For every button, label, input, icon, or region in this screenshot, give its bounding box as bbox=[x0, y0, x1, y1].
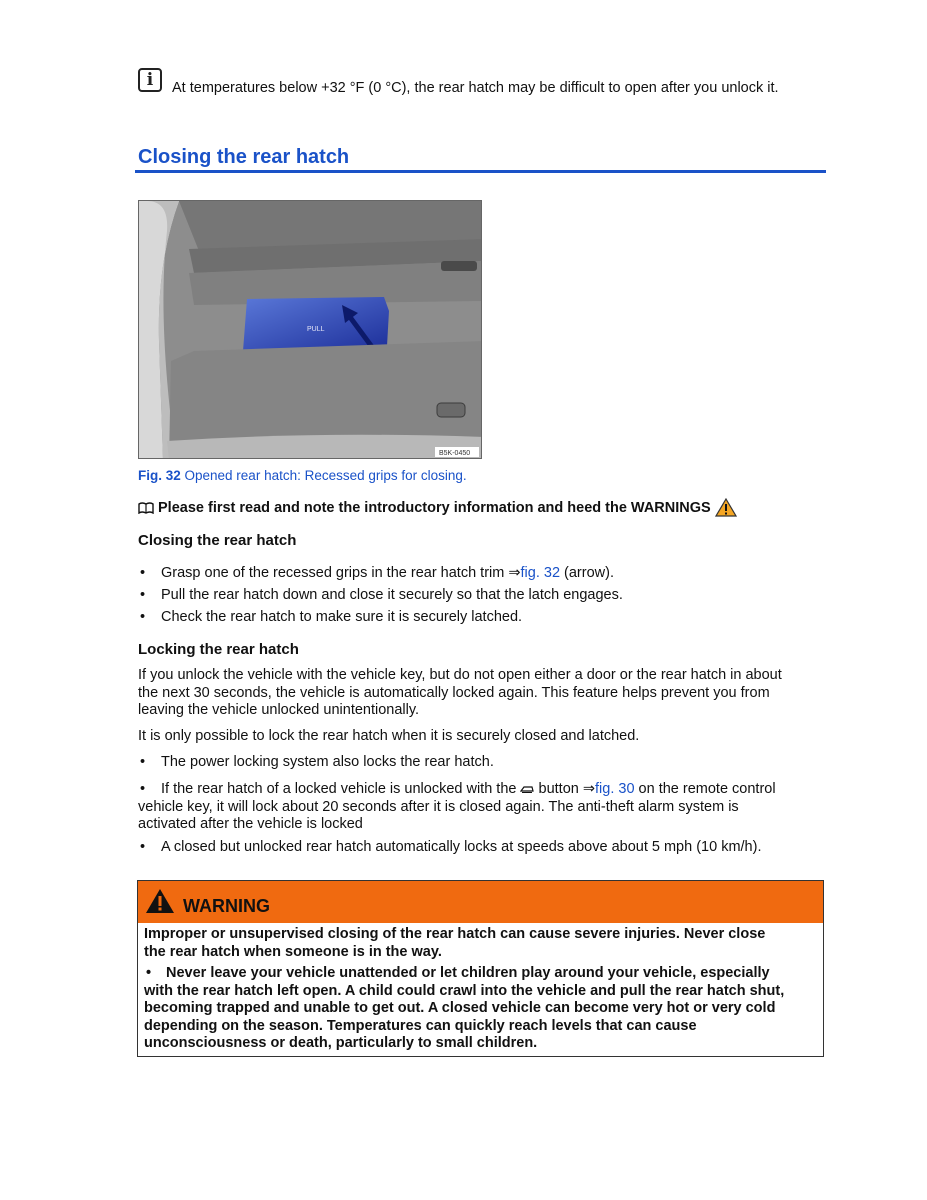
grip-pull-label: PULL bbox=[307, 326, 325, 333]
warning-line: depending on the season. Temperatures can quickly reach levels that can cause bbox=[144, 1017, 697, 1034]
intro-line bbox=[138, 498, 737, 517]
bullet-text: Check the rear hatch to make sure it is securely latched. bbox=[161, 609, 523, 625]
para-line: vehicle key, it will lock about 20 seconds after it is closed again. The anti-theft alarm system is bbox=[138, 798, 739, 815]
bullet-text: Pull the rear hatch down and close it securely so that the latch engages. bbox=[161, 587, 623, 603]
bullet-text: Grasp one of the recessed grips in the rear hatch trim ⇒ bbox=[161, 565, 521, 581]
bullet-text-mid: button ⇒ bbox=[534, 781, 596, 797]
bullet-text: The power locking system also locks the rear hatch. bbox=[161, 754, 494, 770]
para-line: If you unlock the vehicle with the vehicle key, but do not open either a door or the rear hatch in about bbox=[138, 667, 782, 683]
para-line: activated after the vehicle is locked bbox=[138, 816, 363, 832]
warning-paragraph-2: • Never leave your vehicle unattended or let children play around your vehicle, especially with the rear hatch left open. A child could crawl into the vehicle and pull the rear hatch shut, becoming trapped and unable to get out. A closed vehicle can become very hot or very cold depending on the season. Temperatures can quickly reach levels that can cause unconsciousness or death, particularly to small children. bbox=[144, 965, 816, 1053]
warning-paragraph-1 bbox=[144, 926, 816, 961]
info-note-text: At temperatures below +32 °F (0 °C), the rear hatch may be difficult to open after you unlock it. bbox=[172, 80, 779, 96]
warning-line: Never leave your vehicle unattended or let children play around your vehicle, especially bbox=[166, 965, 770, 981]
figure-rear-hatch-image bbox=[138, 200, 482, 459]
bullet-text: A closed but unlocked rear hatch automatically locks at speeds above about 5 mph (10 km/h). bbox=[161, 839, 762, 855]
section-divider bbox=[135, 170, 826, 173]
intro-text: Please first read and note the introductory information and heed the WARNINGS bbox=[158, 499, 711, 516]
warning-label: WARNING bbox=[183, 896, 270, 916]
warning-box bbox=[137, 880, 824, 1057]
warning-line: unconsciousness or death, particularly to small children. bbox=[144, 1035, 538, 1051]
warning-triangle-icon[interactable] bbox=[715, 498, 737, 517]
info-note bbox=[138, 68, 838, 98]
bullet-text-end: (arrow). bbox=[560, 565, 614, 581]
figure-caption-text: Opened rear hatch: Recessed grips for closing. bbox=[180, 468, 467, 483]
para-line: leaving the vehicle unlocked unintentionally. bbox=[138, 702, 420, 718]
figure-caption-number: Fig. 32 bbox=[138, 468, 181, 483]
warning-line: with the rear hatch left open. A child could crawl into the vehicle and pull the rear hatch shut, bbox=[144, 982, 785, 999]
rear-hatch-key-icon bbox=[520, 784, 534, 794]
warning-line: Improper or unsupervised closing of the rear hatch can cause severe injuries. Never close bbox=[144, 926, 766, 942]
locking-paragraph-1 bbox=[138, 667, 818, 720]
fig-32-link[interactable]: fig. 32 bbox=[520, 565, 561, 581]
locking-paragraph-2: It is only possible to lock the rear hatch when it is securely closed and latched. bbox=[138, 728, 640, 744]
figure-caption bbox=[138, 468, 467, 483]
para-line: the next 30 seconds, the vehicle is automatically locked again. This feature helps prevent you from bbox=[138, 684, 770, 701]
warning-line: becoming trapped and unable to get out. A closed vehicle can become very hot or very cold bbox=[144, 1000, 776, 1016]
warning-triangle-icon bbox=[145, 888, 175, 914]
warning-header bbox=[138, 881, 823, 923]
bullet-text-end: on the remote control bbox=[634, 781, 776, 797]
warning-line: the rear hatch when someone is in the way. bbox=[144, 943, 442, 960]
image-code: B5K-0450 bbox=[439, 450, 471, 457]
bullet-text: If the rear hatch of a locked vehicle is unlocked with the bbox=[161, 781, 517, 797]
rear-hatch-illustration bbox=[139, 201, 482, 459]
book-icon bbox=[138, 502, 154, 514]
info-icon: i bbox=[138, 68, 162, 92]
list-item-multiline: • If the rear hatch of a locked vehicle is unlocked with the button ⇒fig. 30 on the remote control vehicle key, it will lock about 20 seconds after it is closed again. The anti-theft alarm system is activated after the vehicle is locked bbox=[138, 781, 818, 834]
locking-heading: Locking the rear hatch bbox=[138, 641, 299, 658]
closing-heading: Closing the rear hatch bbox=[138, 532, 297, 549]
section-title: Closing the rear hatch bbox=[138, 146, 350, 168]
fig-30-link[interactable]: fig. 30 bbox=[595, 781, 635, 797]
